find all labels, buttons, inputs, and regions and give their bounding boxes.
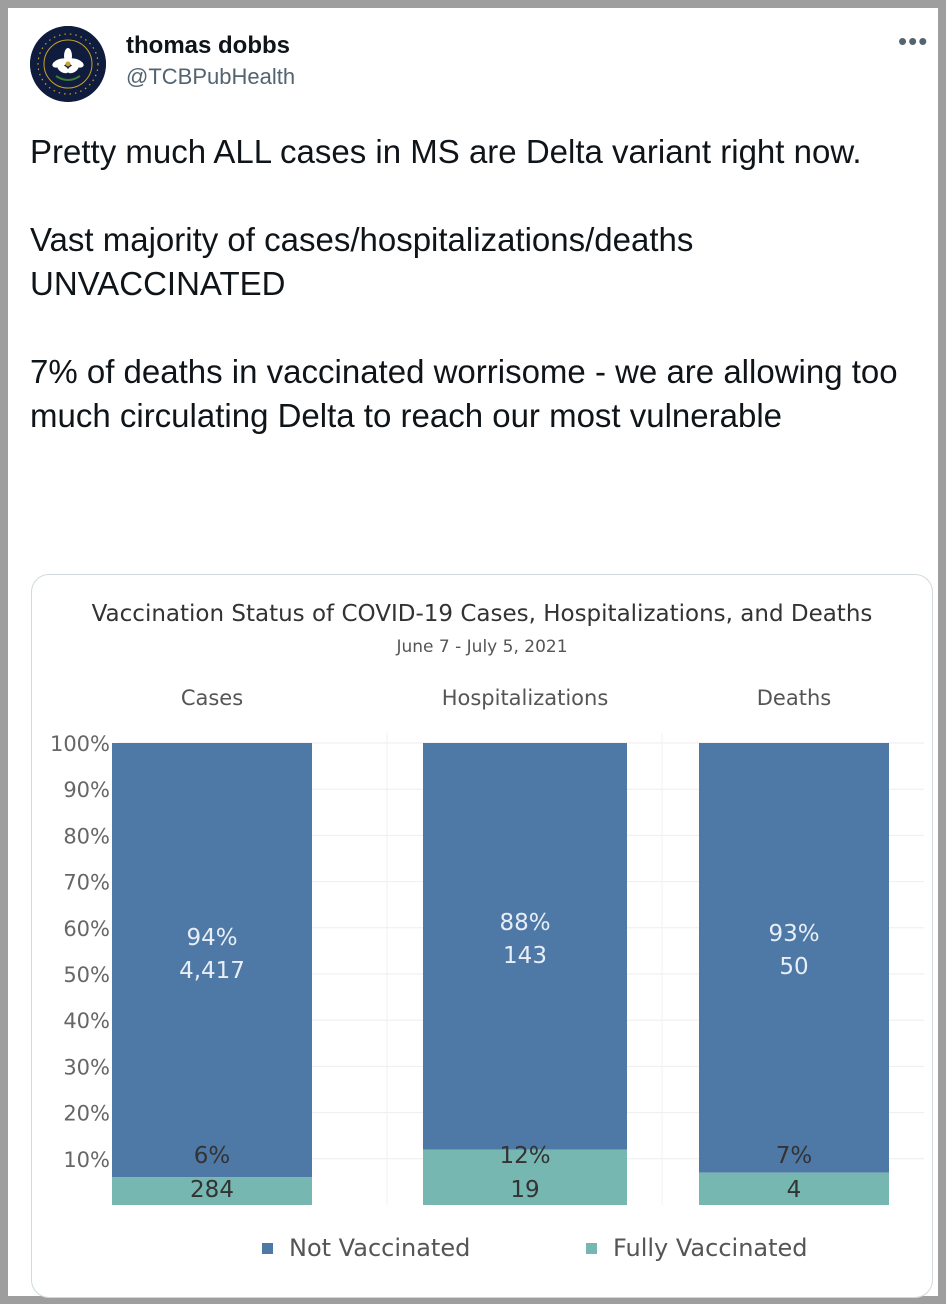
data-label-count: 143 <box>503 943 547 969</box>
y-tick-label: 30% <box>63 1055 110 1080</box>
data-label-count: 284 <box>190 1177 234 1203</box>
y-tick-label: 100% <box>49 732 110 756</box>
chart-title: Vaccination Status of COVID-19 Cases, Hospitalizations, and Deaths <box>91 601 873 627</box>
more-horizontal-icon[interactable]: ••• <box>898 26 929 56</box>
y-tick-label: 50% <box>63 963 110 987</box>
y-tick-label: 40% <box>63 1009 110 1034</box>
legend-swatch <box>262 1243 273 1254</box>
y-tick-label: 90% <box>63 778 110 803</box>
y-tick-label: 10% <box>63 1147 110 1172</box>
tweet-paragraph: Pretty much ALL cases in MS are Delta variant right now. <box>30 133 862 170</box>
data-label-count: 4,417 <box>179 958 245 984</box>
data-label-percent: 88% <box>499 910 551 936</box>
data-label-percent: 12% <box>499 1143 551 1169</box>
data-label-percent: 94% <box>186 925 238 951</box>
tweet-media-image[interactable] <box>31 574 933 1298</box>
data-label-percent: 6% <box>193 1143 231 1169</box>
display-name[interactable]: thomas dobbs <box>126 32 291 59</box>
legend-label: Fully Vaccinated <box>613 1234 808 1262</box>
tweet-paragraph: 7% of deaths in vaccinated worrisome - we are allowing too much circulating Delta to reach our most vulnerable <box>30 353 898 434</box>
chart-subtitle: June 7 - July 5, 2021 <box>396 637 568 657</box>
y-tick-label: 70% <box>63 870 110 895</box>
data-label-count: 19 <box>510 1177 540 1203</box>
y-tick-label: 20% <box>63 1101 110 1126</box>
legend-item-fully-vaccinated <box>586 1231 808 1265</box>
y-tick-label: 60% <box>63 916 110 941</box>
category-header: Cases <box>180 686 244 710</box>
data-label-count: 50 <box>779 954 809 980</box>
legend-swatch <box>586 1243 597 1254</box>
legend-label: Not Vaccinated <box>289 1234 471 1262</box>
y-tick-label: 80% <box>63 824 110 849</box>
data-label-count: 4 <box>786 1177 802 1203</box>
state-seal-icon <box>30 26 106 102</box>
legend-item-not-vaccinated <box>262 1231 470 1265</box>
avatar[interactable] <box>30 26 106 102</box>
user-handle[interactable]: @TCBPubHealth <box>126 64 296 89</box>
category-header: Deaths <box>756 686 832 710</box>
stacked-bar-chart <box>32 575 932 1215</box>
data-label-percent: 7% <box>775 1143 813 1169</box>
tweet-paragraph: Vast majority of cases/hospitalizations/deaths UNVACCINATED <box>30 221 694 302</box>
tweet-card[interactable] <box>8 8 938 1296</box>
category-header: Hospitalizations <box>441 686 609 710</box>
data-label-percent: 93% <box>768 921 820 947</box>
tweet-text <box>30 130 930 438</box>
